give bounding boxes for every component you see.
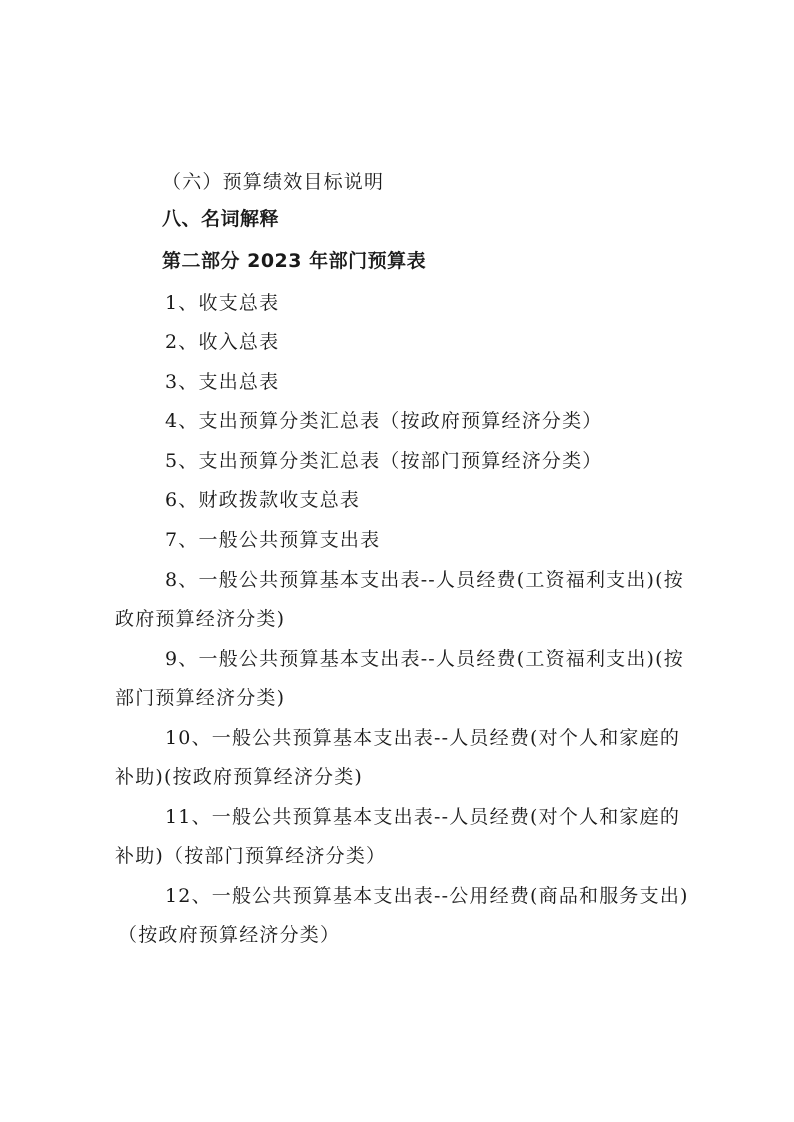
table-item-3: 3、支出总表 <box>165 371 280 393</box>
table-item-12: 12、一般公共预算基本支出表--公用经费(商品和服务支出) <box>165 885 689 907</box>
table-item-8: 8、一般公共预算基本支出表--人员经费(工资福利支出)(按 <box>165 569 684 591</box>
table-item-9: 9、一般公共预算基本支出表--人员经费(工资福利支出)(按 <box>165 648 684 670</box>
heading-glossary: 八、名词解释 <box>162 208 280 230</box>
table-item-5: 5、支出预算分类汇总表（按部门预算经济分类） <box>165 450 603 472</box>
section-six-performance-goals: （六）预算绩效目标说明 <box>162 171 385 193</box>
table-item-7: 7、一般公共预算支出表 <box>165 529 381 551</box>
table-item-2: 2、收入总表 <box>165 331 280 353</box>
table-item-11: 11、一般公共预算基本支出表--人员经费(对个人和家庭的 <box>165 806 681 828</box>
table-item-11-cont: 补助)（按部门预算经济分类） <box>115 845 387 867</box>
table-item-10-cont: 补助)(按政府预算经济分类) <box>115 766 364 788</box>
heading-part-two: 第二部分 2023 年部门预算表 <box>162 250 427 272</box>
table-item-12-cont: （按政府预算经济分类） <box>118 924 341 946</box>
table-item-10: 10、一般公共预算基本支出表--人员经费(对个人和家庭的 <box>165 727 681 749</box>
table-item-4: 4、支出预算分类汇总表（按政府预算经济分类） <box>165 410 603 432</box>
table-item-6: 6、财政拨款收支总表 <box>165 489 361 511</box>
table-item-1: 1、收支总表 <box>165 292 280 314</box>
table-item-9-cont: 部门预算经济分类) <box>115 687 286 709</box>
table-item-8-cont: 政府预算经济分类) <box>115 608 286 630</box>
